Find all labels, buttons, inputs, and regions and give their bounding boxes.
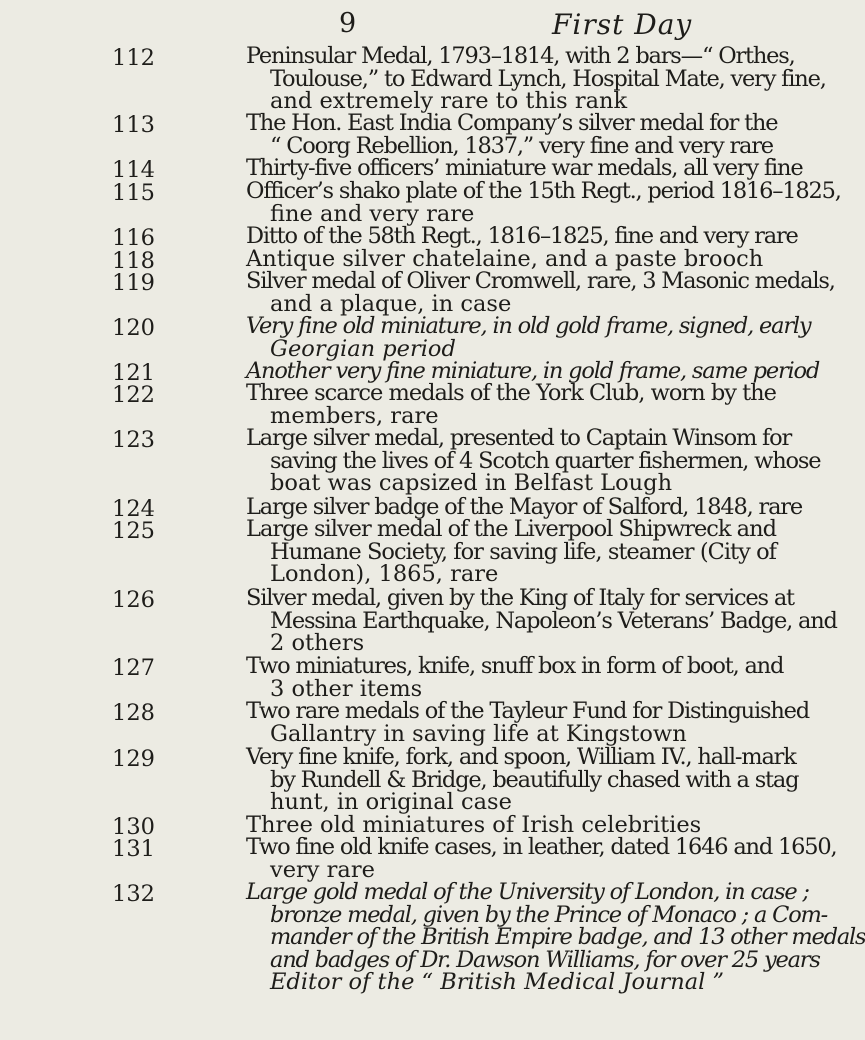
lot-number: 123 [112,427,155,453]
lot-description-line: “ Coorg Rebellion, 1837,” very fine and very rare [270,132,773,159]
lot-description [246,879,865,996]
lot-description-line: Thirty-five officers’ miniature war medals, all very fine [246,155,803,181]
lot-description-line: boat was capsized in Belfast Lough [270,470,673,497]
lot-description-line: Officer’s shako plate of the 15th Regt., period 1816–1825, [246,178,841,204]
lot-description-line: and a plaque, in case [270,290,512,317]
lot-description-line: Ditto of the 58th Regt., 1816–1825, fine and very rare [246,223,798,249]
lot-description-line: London), 1865, rare [270,561,499,588]
lot-description-line: 3 other items [270,675,423,702]
page-header [0,8,800,48]
lot-description-line: Gallantry in saving life at Kingstown [270,720,687,747]
lot-description [246,268,835,317]
lot-description-line: members, rare [270,402,439,429]
lot-description [246,382,776,427]
lot-description-line: Large silver medal of the Liverpool Shipwreck and [246,516,776,542]
lot-description-line: Large gold medal of the University of London, in case ; [246,879,809,905]
lot-description-line: Three old miniatures of Irish celebrities [246,812,702,838]
lot-description-line: Two fine old knife cases, in leather, dated 1646 and 1650, [246,834,837,860]
lot-description-line: Georgian period [270,335,456,362]
lot-number: 122 [112,382,155,408]
lot-description-line: Large silver medal, presented to Captain Winsom for [246,425,792,451]
lot-description [246,653,784,702]
lot-description-line: Editor of the “ British Medical Journal ” [270,969,724,996]
lot-description [246,155,803,181]
lot-number: 115 [112,180,155,206]
lot-number: 116 [112,225,155,251]
lot-number: 129 [112,746,155,772]
lot-number: 120 [112,315,155,341]
lot-number: 131 [112,836,155,862]
lot-number: 130 [112,814,155,840]
lot-description [246,178,841,227]
lot-description-line: Silver medal of Oliver Cromwell, rare, 3 Masonic medals, [246,268,835,294]
lot-description [246,585,837,657]
page-number: 9 [339,8,358,39]
lot-number: 128 [112,700,155,726]
running-title: First Day [552,8,693,41]
lot-number: 114 [112,157,155,183]
lot-description-line: Very fine old miniature, in old gold frame, signed, early [246,313,811,339]
lot-description-line: Messina Earthquake, Napoleon’s Veterans’ Badge, and [270,607,837,634]
lot-description-line: mander of the British Empire badge, and 13 other medals [270,924,865,951]
lot-number: 125 [112,518,155,544]
lot-description-line: fine and very rare [270,200,475,227]
lot-description-line: bronze medal, given by the Prince of Monaco ; a Com- [270,901,828,928]
lot-number: 121 [112,360,155,386]
lot-description-line: Two rare medals of the Tayleur Fund for Distinguished [246,698,809,724]
lot-description [246,425,821,497]
lot-description-line: Peninsular Medal, 1793–1814, with 2 bars—“ Orthes, [246,43,795,69]
lot-description [246,43,826,115]
lot-description-line: saving the lives of 4 Scotch quarter fishermen, whose [270,447,821,474]
lot-description-line: and extremely rare to this rank [270,88,628,115]
lot-description-line: Large silver badge of the Mayor of Salford, 1848, rare [246,494,802,520]
lot-number: 127 [112,655,155,681]
lot-number: 113 [112,112,155,138]
lot-description-line: Very fine knife, fork, and spoon, William IV., hall-mark [246,744,796,770]
lot-description-line: hunt, in original case [270,789,512,816]
lot-number: 118 [112,248,155,274]
lot-description-line: Another very fine miniature, in gold frame, same period [246,358,820,384]
lot-number: 119 [112,270,155,296]
lot-description-line: and badges of Dr. Dawson Williams, for over 25 years [270,946,820,973]
lot-description-line: Humane Society, for saving life, steamer (City of [270,538,776,565]
lot-description [246,698,809,747]
lot-description [246,112,776,157]
lot-number: 112 [112,45,155,71]
lot-description-line: Two miniatures, knife, snuff box in form of boot, and [246,653,784,679]
lot-description-line: by Rundell & Bridge, beautifully chased with a stag [270,766,799,793]
lot-description [246,834,837,883]
lot-description [246,313,811,362]
lot-description-line: The Hon. East India Company’s silver medal for the [246,110,778,136]
lot-description-line: 2 others [270,630,365,657]
lot-number: 126 [112,587,155,613]
lot-description-line: Silver medal, given by the King of Italy for services at [246,585,794,611]
lot-description-line: Antique silver chatelaine, and a paste brooch [246,246,764,272]
lot-description [246,223,798,249]
lot-description-line: Three scarce medals of the York Club, worn by the [246,380,776,406]
lot-number: 132 [112,881,155,907]
lot-description [246,518,776,586]
lot-number: 124 [112,496,155,522]
lot-description [246,744,799,816]
lot-description-line: Toulouse,” to Edward Lynch, Hospital Mate, very fine, [270,65,826,92]
lot-description-line: very rare [270,856,375,883]
